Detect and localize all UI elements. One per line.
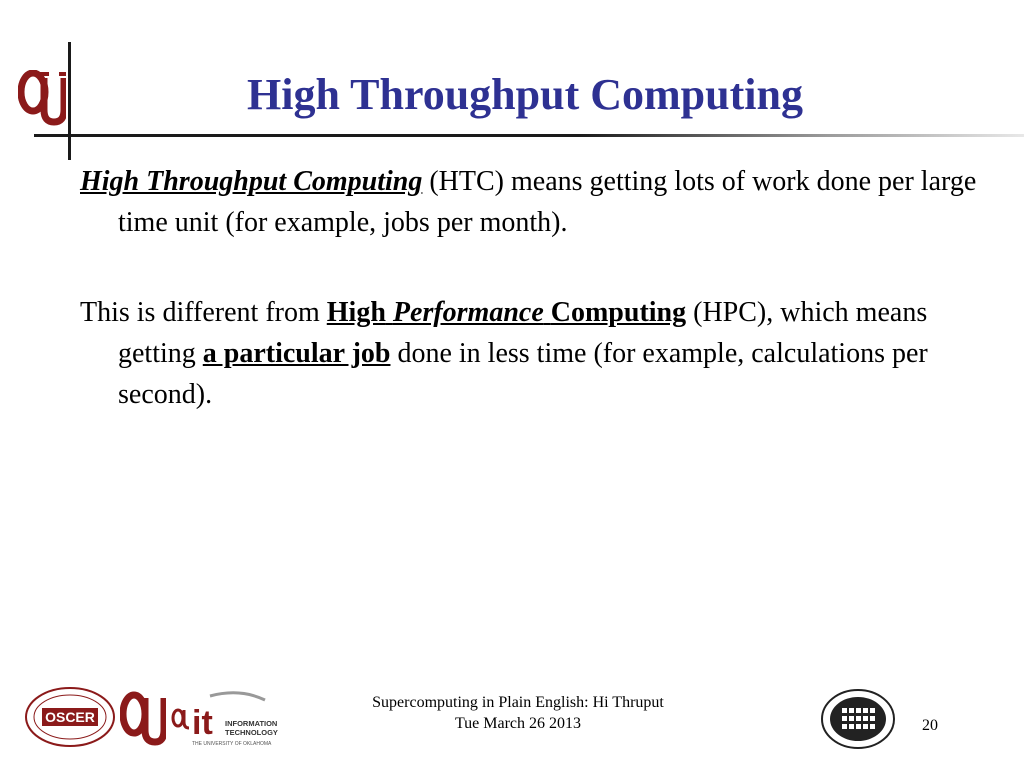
paragraph-htc [80,161,978,243]
p2-mid: (HPC), which means getting [118,297,928,369]
term-hpc-computing: Computing [550,297,687,328]
term-htc: High Throughput Computing [80,166,423,197]
it-logo-sub1: INFORMATION [225,719,278,728]
oscer-logo-text: OSCER [45,709,95,725]
vertical-rule [68,42,71,160]
it-logo-icon [170,690,288,748]
p2-tail: done in less time (for example, calculations per second). [118,338,928,410]
it-logo-sub2: TECHNOLOGY [225,728,278,737]
term-hpc-high: High [326,297,386,328]
footer-line-2: Tue March 26 2013 [454,715,582,732]
horizontal-rule [34,134,1024,137]
page-number: 20 [922,717,938,734]
p2-lead: This is different from [80,297,327,328]
ou-logo-small-icon [120,690,166,748]
paragraph-hpc [80,292,978,415]
term-hpc-performance: Performance [392,297,544,328]
footer-line-1: Supercomputing in Plain English: Hi Thruput [372,694,664,711]
term-hpc [327,297,686,328]
supercomputing-seal-icon [820,688,896,750]
slide-title: High Throughput Computing [247,70,803,119]
ou-logo-icon [18,70,66,128]
it-logo-sub3: THE UNIVERSITY OF OKLAHOMA [192,741,272,747]
emph-particular-job: a particular job [202,338,391,369]
footer-text [320,692,716,734]
oscer-logo-icon [24,686,116,748]
p1-text: (HTC) means getting lots of work done per large time unit (for example, jobs per month). [118,166,977,238]
it-logo-text: it [192,704,213,742]
